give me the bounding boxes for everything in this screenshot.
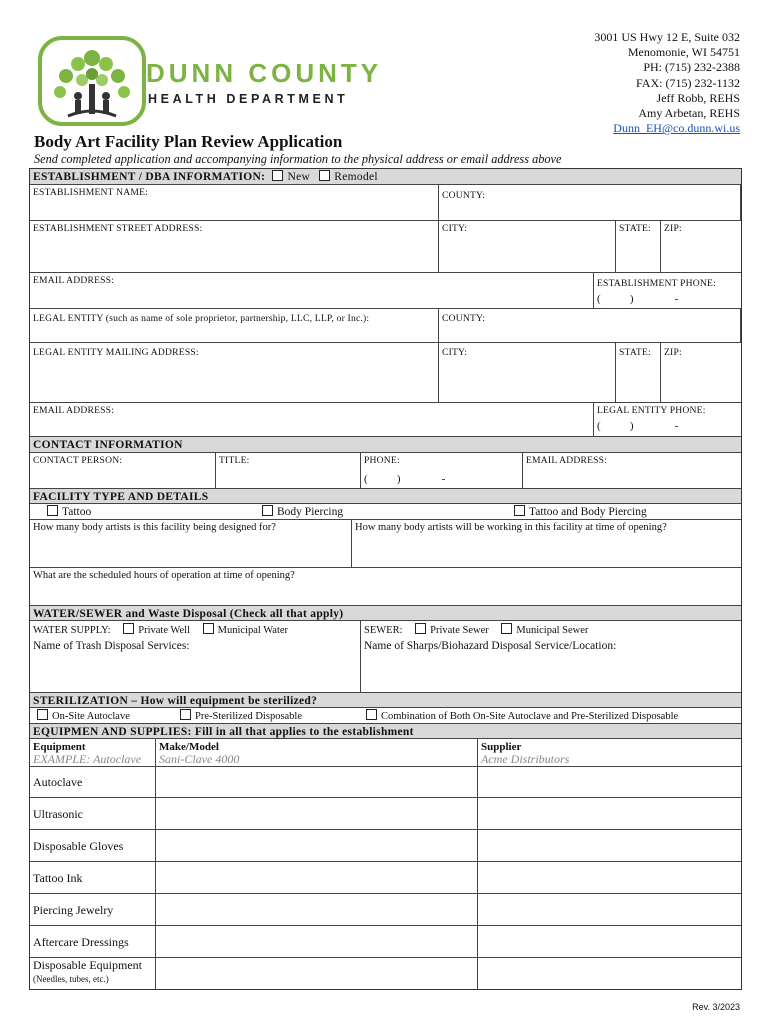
presterilized-option[interactable]	[180, 709, 302, 723]
new-label: New	[287, 171, 311, 183]
private-sewer-option[interactable]	[415, 625, 489, 636]
artists-opening-field[interactable]: How many body artists will be working in this facility at time of opening?	[352, 520, 741, 568]
section-establishment	[30, 169, 741, 185]
establishment-phone-label: ESTABLISHMENT PHONE:	[597, 278, 716, 289]
municipal-water-option[interactable]	[203, 625, 288, 636]
municipal-water-label: Municipal Water	[217, 625, 289, 636]
autoclave-option[interactable]	[33, 711, 130, 722]
hours-field[interactable]: What are the scheduled hours of operation at time of opening?	[30, 568, 741, 606]
establishment-zip-field[interactable]: ZIP:	[661, 221, 741, 273]
autoclave-checkbox[interactable]	[37, 709, 48, 720]
contact-person-field[interactable]: CONTACT PERSON:	[30, 453, 216, 489]
revision-label: Rev. 3/2023	[692, 1002, 740, 1012]
contact-phone-field[interactable]	[361, 453, 523, 489]
table-row-label: Autoclave	[30, 767, 156, 798]
table-row-label	[30, 958, 156, 989]
municipal-sewer-option[interactable]	[501, 625, 588, 636]
supplier-input[interactable]	[478, 862, 741, 894]
legal-county-field[interactable]: COUNTY:	[439, 309, 741, 343]
mask-dash: -	[674, 293, 679, 305]
supplier-input[interactable]	[478, 958, 741, 989]
legal-mailing-field[interactable]: LEGAL ENTITY MAILING ADDRESS:	[30, 343, 439, 403]
sharps-disposal-field[interactable]: Name of Sharps/Biohazard Disposal Service/Location:	[364, 640, 617, 652]
establishment-state-field[interactable]: STATE:	[616, 221, 661, 273]
contact-phone-label: PHONE:	[364, 455, 400, 466]
remodel-checkbox[interactable]	[319, 170, 330, 181]
section-equipment: EQUIPMEN AND SUPPLIES: Fill in all that applies to the establishment	[30, 724, 741, 739]
make-model-input[interactable]	[156, 894, 478, 926]
table-row-label: Piercing Jewelry	[30, 894, 156, 926]
combination-option[interactable]	[366, 709, 678, 723]
sewer-block	[361, 621, 741, 693]
establishment-county-field[interactable]: COUNTY:	[439, 185, 741, 221]
mask-open: (	[597, 420, 601, 432]
make-model-input[interactable]	[156, 767, 478, 798]
email-link[interactable]: Dunn_EH@co.dunn.wi.us	[613, 121, 740, 136]
make-model-input[interactable]	[156, 862, 478, 894]
make-model-input[interactable]	[156, 926, 478, 958]
establishment-name-field[interactable]: ESTABLISHMENT NAME:	[30, 185, 439, 221]
contact-title-field[interactable]: TITLE:	[216, 453, 361, 489]
disposable-equipment-label: Disposable Equipment	[33, 958, 142, 972]
application-form	[29, 168, 742, 990]
combination-label: Combination of Both On-Site Autoclave and Pre-Sterilized Disposable	[381, 711, 679, 722]
mask-open: (	[364, 473, 368, 485]
mask-close: )	[629, 420, 634, 432]
establishment-city-field[interactable]: CITY:	[439, 221, 616, 273]
supplier-input[interactable]	[478, 767, 741, 798]
supplier-input[interactable]	[478, 926, 741, 958]
mask-close: )	[396, 473, 401, 485]
legal-phone-label: LEGAL ENTITY PHONE:	[597, 405, 706, 416]
col-equipment-header: Equipment	[33, 741, 86, 753]
private-sewer-label: Private Sewer	[430, 625, 489, 636]
trash-disposal-field[interactable]: Name of Trash Disposal Services:	[33, 640, 190, 652]
legal-zip-field[interactable]: ZIP:	[661, 343, 741, 403]
municipal-sewer-checkbox[interactable]	[501, 623, 512, 634]
page-subtitle: Send completed application and accompanying information to the physical address or email address above	[34, 152, 562, 166]
table-row-label: Aftercare Dressings	[30, 926, 156, 958]
remodel-label: Remodel	[334, 171, 378, 183]
disposable-equipment-note: (Needles, tubes, etc.)	[33, 974, 109, 984]
piercing-checkbox[interactable]	[262, 505, 273, 516]
staff-line: Jeff Robb, REHS	[656, 90, 740, 105]
supplier-input[interactable]	[478, 894, 741, 926]
section-sterilization: STERILIZATION – How will equipment be sterilized?	[30, 693, 741, 708]
legal-city-field[interactable]: CITY:	[439, 343, 616, 403]
section-facility: FACILITY TYPE AND DETAILS	[30, 489, 741, 504]
municipal-sewer-label: Municipal Sewer	[516, 625, 589, 636]
address-line: 3001 US Hwy 12 E, Suite 032	[594, 30, 740, 44]
col-supplier	[478, 739, 741, 767]
piercing-option[interactable]	[262, 505, 343, 518]
legal-phone-field[interactable]	[594, 403, 741, 437]
legal-entity-field[interactable]: LEGAL ENTITY (such as name of sole proprietor, partnership, LLC, LLP, or Inc.):	[30, 309, 439, 343]
col-equipment	[30, 739, 156, 767]
address-line: Menomonie, WI 54751	[627, 45, 740, 60]
phone-mask	[597, 420, 738, 432]
tattoo-checkbox[interactable]	[47, 505, 58, 516]
table-row-label: Ultrasonic	[30, 798, 156, 830]
remodel-option[interactable]	[319, 171, 378, 183]
sterilization-options-row	[30, 708, 741, 724]
supplier-input[interactable]	[478, 830, 741, 862]
phone-mask	[364, 473, 519, 485]
municipal-water-checkbox[interactable]	[203, 623, 214, 634]
establishment-email-field[interactable]: EMAIL ADDRESS:	[30, 273, 594, 309]
establishment-street-field[interactable]: ESTABLISHMENT STREET ADDRESS:	[30, 221, 439, 273]
private-well-label: Private Well	[138, 625, 190, 636]
tattoo-option[interactable]	[33, 506, 91, 518]
org-department: HEALTH DEPARTMENT	[148, 92, 349, 106]
sewer-row	[364, 623, 738, 637]
col-make-header: Make/Model	[159, 741, 219, 753]
new-option[interactable]	[272, 171, 310, 183]
private-well-checkbox[interactable]	[123, 623, 134, 634]
private-well-option[interactable]	[123, 625, 190, 636]
private-sewer-checkbox[interactable]	[415, 623, 426, 634]
presterilized-label: Pre-Sterilized Disposable	[195, 711, 303, 722]
section-title: ESTABLISHMENT / DBA INFORMATION:	[33, 171, 266, 183]
make-model-input[interactable]	[156, 958, 478, 989]
supplier-input[interactable]	[478, 798, 741, 830]
page-title: Body Art Facility Plan Review Application	[34, 132, 343, 151]
fax-line: FAX: (715) 232-1132	[636, 75, 740, 90]
water-supply-block	[30, 621, 361, 693]
presterilized-checkbox[interactable]	[180, 709, 191, 720]
tree-logo-icon	[38, 36, 148, 128]
make-model-input[interactable]	[156, 798, 478, 830]
both-label: Tattoo and Body Piercing	[529, 506, 647, 518]
example-equipment: EXAMPLE: Autoclave	[33, 752, 142, 766]
sewer-label: SEWER:	[364, 625, 403, 636]
legal-email-field[interactable]: EMAIL ADDRESS:	[30, 403, 594, 437]
col-supplier-header: Supplier	[481, 741, 522, 753]
water-supply-row	[33, 623, 357, 637]
water-supply-label: WATER SUPPLY:	[33, 625, 111, 636]
phone-line: PH: (715) 232-2388	[643, 60, 740, 75]
table-row-label: Tattoo Ink	[30, 862, 156, 894]
facility-type-row	[30, 504, 741, 520]
piercing-label: Body Piercing	[277, 506, 344, 518]
table-row-label: Disposable Gloves	[30, 830, 156, 862]
artists-designed-field[interactable]: How many body artists is this facility being designed for?	[30, 520, 352, 568]
tattoo-label: Tattoo	[62, 506, 92, 518]
org-name: DUNN COUNTY	[146, 58, 383, 88]
mask-dash: -	[674, 420, 679, 432]
section-contact: CONTACT INFORMATION	[30, 437, 741, 453]
example-supplier: Acme Distributors	[481, 752, 570, 766]
establishment-phone-field[interactable]	[594, 273, 741, 309]
mask-open: (	[597, 293, 601, 305]
both-checkbox[interactable]	[514, 505, 525, 516]
section-water: WATER/SEWER and Waste Disposal (Check all that apply)	[30, 606, 741, 621]
contact-email-field[interactable]: EMAIL ADDRESS:	[523, 453, 741, 489]
contact-address-block	[594, 30, 740, 136]
combination-checkbox[interactable]	[366, 709, 377, 720]
new-checkbox[interactable]	[272, 170, 283, 181]
mask-close: )	[629, 293, 634, 305]
legal-state-field[interactable]: STATE:	[616, 343, 661, 403]
both-option[interactable]	[514, 505, 647, 518]
staff-line: Amy Arbetan, REHS	[638, 106, 740, 121]
autoclave-label: On-Site Autoclave	[52, 711, 130, 722]
example-make: Sani-Clave 4000	[159, 752, 240, 766]
mask-dash: -	[441, 473, 446, 485]
make-model-input[interactable]	[156, 830, 478, 862]
col-make-model	[156, 739, 478, 767]
phone-mask	[597, 293, 738, 305]
